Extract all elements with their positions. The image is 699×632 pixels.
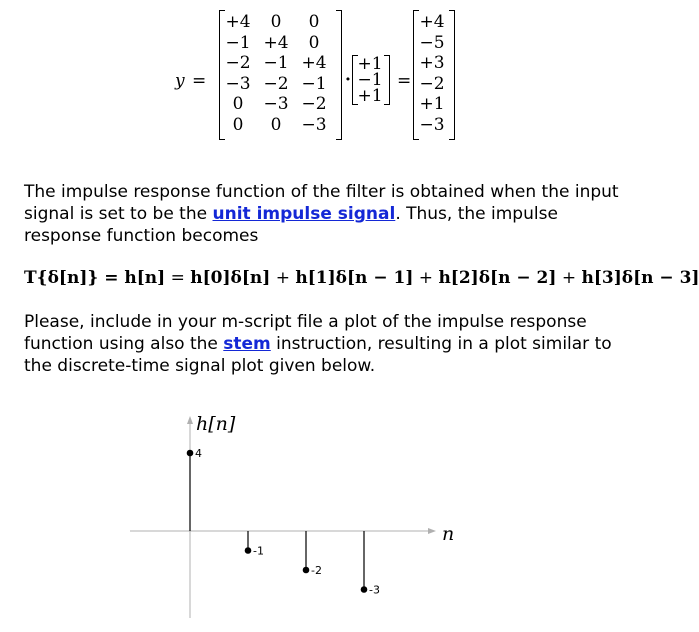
result-cell: −5 [419, 32, 445, 53]
result-right-bracket [449, 10, 455, 140]
equals-sign-2: = [397, 71, 412, 91]
result-cell: +3 [419, 53, 445, 73]
impulse-response-formula [24, 268, 699, 288]
stem-link[interactable]: stem [223, 334, 271, 354]
matrix-cell: 0 [308, 32, 320, 53]
stem-value-label: 4 [195, 447, 202, 460]
result-cell: −2 [419, 73, 445, 94]
matrix-cell: −3 [301, 114, 327, 135]
stem-marker [245, 547, 252, 554]
formula-term-2: h[2]δ[n − 2] [438, 268, 557, 288]
stem-marker [187, 450, 194, 457]
vector-cell: +1 [357, 86, 383, 106]
formula-term-3: h[3]δ[n − 3] [581, 268, 699, 288]
matrix-cell: −2 [225, 53, 251, 73]
stem-value-label: -2 [311, 564, 322, 577]
impulse-response-stem-plot [0, 400, 656, 632]
matrix-equation [0, 0, 656, 160]
x-axis-label: n [442, 523, 455, 545]
result-cell: +4 [419, 12, 445, 32]
matrix-cell: −1 [301, 73, 327, 94]
stem-plot-svg [0, 400, 656, 632]
x-axis-arrow [428, 528, 436, 534]
y-axis-label: h[n] [196, 413, 236, 435]
formula-plus-1: + [270, 268, 296, 288]
matrix-cell: 0 [270, 12, 282, 32]
matrix-cell: −2 [263, 73, 289, 94]
paragraph-stem-instruction [24, 311, 624, 377]
paragraph2-text-b: instruction, resulting in a plot similar to the discrete-time signal plot given below. [24, 334, 612, 376]
formula-equals: = [165, 268, 191, 288]
stem-marker [303, 567, 310, 574]
equals-sign-1: = [192, 71, 207, 91]
matrix-cell: −1 [263, 53, 289, 73]
matrix-cell: 0 [270, 114, 282, 135]
matrix-cell: 0 [232, 94, 244, 114]
formula-plus-2: + [413, 268, 439, 288]
matrix-cell: 0 [232, 114, 244, 135]
y-symbol: y [175, 71, 185, 91]
vector-cell: −1 [357, 70, 383, 90]
matrix-cell: −1 [225, 32, 251, 53]
stem-marker [361, 586, 368, 593]
matrix-cell: 0 [308, 12, 320, 32]
result-vector [414, 0, 454, 150]
vector-cell: +1 [357, 54, 383, 74]
coefficient-matrix [222, 0, 342, 150]
paragraph-impulse-intro [24, 181, 624, 247]
formula-term-1: h[1]δ[n − 1] [295, 268, 414, 288]
formula-term-0: h[0]δ[n] [190, 268, 271, 288]
matrix-cell: +4 [225, 12, 251, 32]
matrix-cell: −2 [301, 94, 327, 114]
matrix-cell: +4 [263, 32, 289, 53]
result-cell: −3 [419, 114, 445, 135]
formula-plus-3: + [556, 268, 582, 288]
vector-right-bracket [384, 55, 390, 105]
paragraph1-text-b: . Thus, the impulse response function becomes [24, 204, 558, 246]
multiply-dot: · [345, 70, 351, 90]
y-axis-arrow [187, 416, 193, 424]
matrix-cell: +4 [301, 53, 327, 73]
matrix-right-bracket [336, 10, 342, 140]
result-cell: +1 [419, 94, 445, 114]
paragraph2-text-a: Please, include in your m-script file a plot of the impulse response function using also the [24, 312, 587, 354]
paragraph1-text-a: The impulse response function of the filter is obtained when the input signal is set to be the [24, 182, 619, 224]
stem-value-label: -1 [253, 544, 264, 558]
unit-impulse-signal-link[interactable]: unit impulse signal [212, 204, 396, 224]
matrix-cell: −3 [263, 94, 289, 114]
stem-value-label: -3 [369, 583, 380, 597]
formula-lhs: T{δ[n]} = h[n] [24, 268, 166, 288]
matrix-cell: −3 [225, 73, 251, 94]
